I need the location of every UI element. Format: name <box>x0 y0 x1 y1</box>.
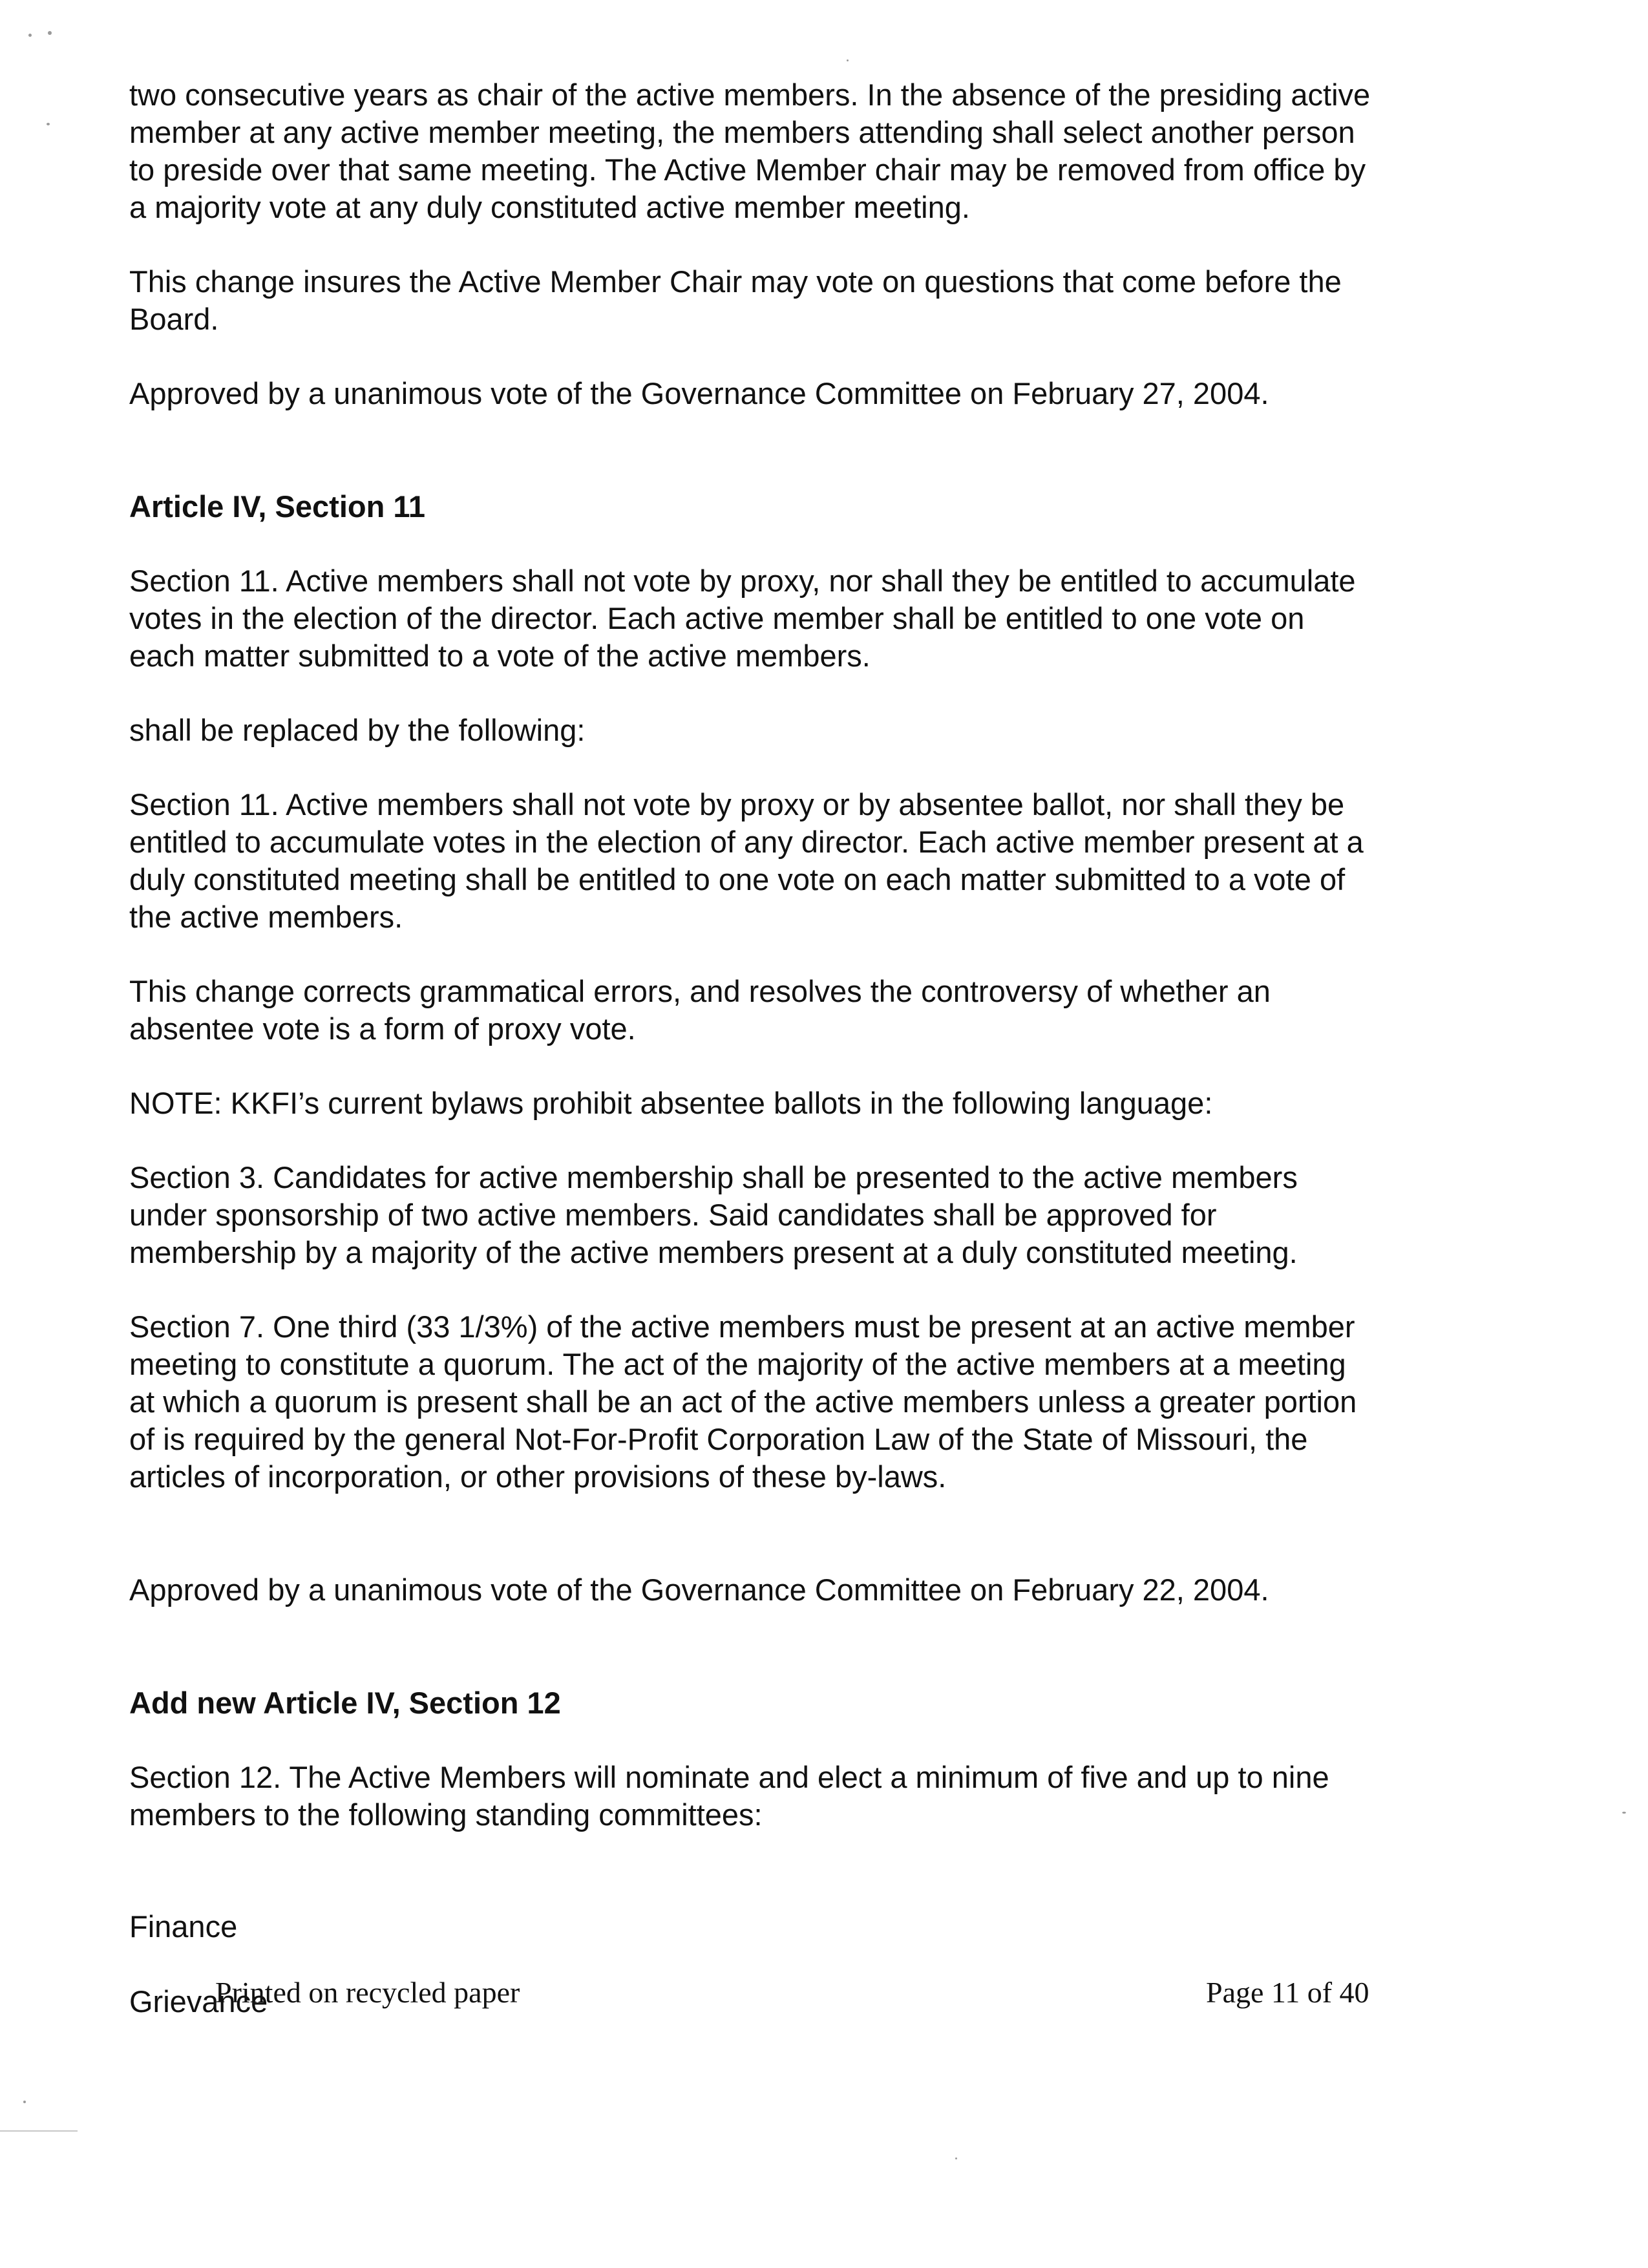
document-body <box>129 76 1493 2058</box>
body-paragraph: two consecutive years as chair of the active members. In the absence of the presiding active member at any active member meeting, the members attending shall select another person to preside over that same meeting. The Active Member chair may be removed from office by a majority vote at any duly constituted active member meeting. <box>129 78 1371 224</box>
body-paragraph: Section 3. Candidates for active membership shall be presented to the active members under sponsorship of two active members. Said candidates shall be approved for membership by a majority of the active members present at a duly constituted meeting. <box>129 1160 1298 1269</box>
body-paragraph: This change corrects grammatical errors, and resolves the controversy of whether an absentee vote is a form of proxy vote. <box>129 974 1271 1046</box>
body-paragraph: Section 12. The Active Members will nominate and elect a minimum of five and up to nine members to the following standing committees: <box>129 1760 1329 1832</box>
committee-list <box>129 1871 1493 2058</box>
body-paragraph: This change insures the Active Member Chair may vote on questions that come before the Board. <box>129 264 1342 336</box>
scan-speck <box>1622 1812 1626 1814</box>
approval-paragraph: Approved by a unanimous vote of the Governance Committee on February 27, 2004. <box>129 376 1269 410</box>
scan-speck <box>847 59 849 61</box>
committee-item: Finance <box>129 1909 238 1944</box>
scan-edge-line <box>0 2130 78 2132</box>
body-paragraph: shall be replaced by the following: <box>129 713 586 747</box>
committee-item: Grievance <box>129 1984 268 2019</box>
note-paragraph: NOTE: KKFI’s current bylaws prohibit absentee ballots in the following language: <box>129 1086 1213 1120</box>
body-paragraph: Section 11. Active members shall not vote by proxy or by absentee ballot, nor shall they be entitled to accumulate votes in the election of any director. Each active member present at a duly constituted meeting shall be entitled to one vote on each matter submitted to a vote of the active members. <box>129 787 1364 934</box>
body-paragraph: Section 7. One third (33 1/3%) of the active members must be present at an active member meeting to constitute a quorum. The act of the majority of the active members at a meeting at which a quorum is present shall be an act of the active members unless a greater portion of is required by the general Not-For-Profit Corporation Law of the State of Missouri, the articles of incorporation, or other provisions of these by-laws. <box>129 1309 1357 1494</box>
scan-speck <box>23 2101 26 2103</box>
footer-note: Printed on recycled paper <box>215 1976 520 2009</box>
page-number: Page 11 of 40 <box>1206 1976 1369 2009</box>
scan-speck <box>28 34 32 37</box>
section-heading: Article IV, Section 11 <box>129 489 426 524</box>
section-heading: Add new Article IV, Section 12 <box>129 1686 561 1720</box>
approval-paragraph: Approved by a unanimous vote of the Governance Committee on February 22, 2004. <box>129 1573 1269 1607</box>
scan-speck <box>47 123 50 125</box>
scan-speck <box>48 31 52 35</box>
scan-speck <box>955 2157 957 2159</box>
body-paragraph: Section 11. Active members shall not vote by proxy, nor shall they be entitled to accumulate votes in the election of the director. Each active member shall be entitled to one vote on each matter submitted to a vote of the active members. <box>129 564 1356 673</box>
